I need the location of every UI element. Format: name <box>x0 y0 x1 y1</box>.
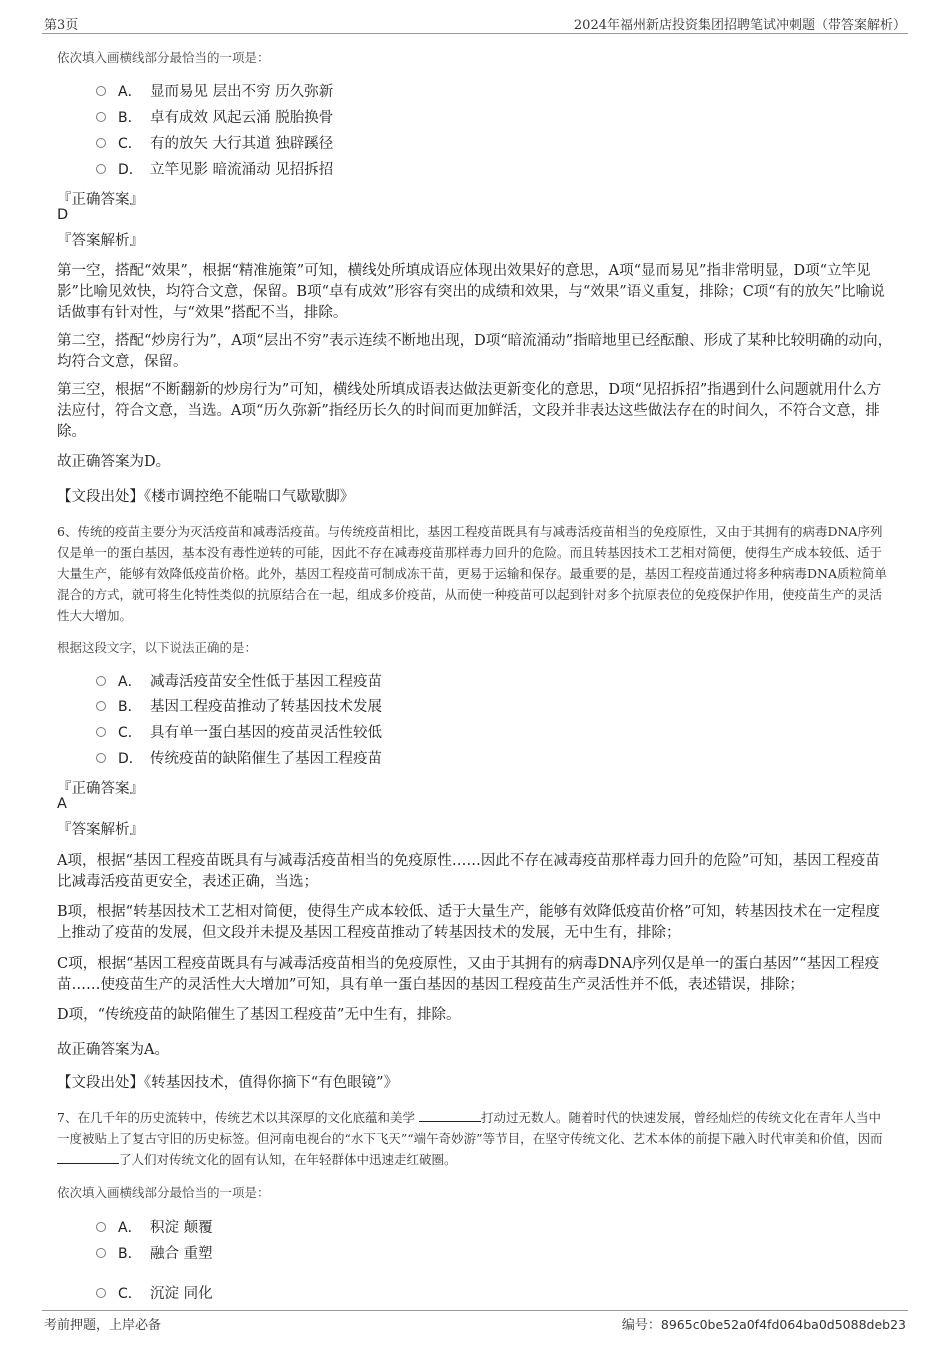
q7-passage: 7、在几千年的历史流转中，传统艺术以其深厚的文化底蕴和美学 打动过无数人。随着时代的快速发展，曾经灿烂的传统文化在青年人当中一度被贴上了复古守旧的历史标签。但河南电视台的“水下飞天”“端午奇妙游”等节目，在坚守传统文化、艺术本体的前提下融入时代审美和价值，因而 了人们对传统文化的固有认知，在年轻群体中迅速走红破圈。 <box>57 1110 883 1167</box>
q6-analysis-b: B项，根据“转基因技术工艺相对简便，使得生产成本较低、适于大量生产，能够有效降低疫苗价格”可知，转基因技术在一定程度上推动了疫苗的发展，但文段并未提及基因工程疫苗推动了转基因技术的发展，无中生有，排除； <box>57 904 880 941</box>
q5-answer-label: 『正确答案』 <box>57 192 144 208</box>
q6-analysis-conclusion: 故正确答案为A。 <box>57 1042 169 1058</box>
q6-option-b[interactable]: B． 基因工程疫苗推动了转基因技术发展 <box>96 697 382 717</box>
q5-prompt: 依次填入画横线部分最恰当的一项是： <box>57 50 270 65</box>
q6-analysis-d: D项，“传统疫苗的缺陷催生了基因工程疫苗”无中生有，排除。 <box>57 1007 461 1023</box>
radio-icon[interactable] <box>96 1222 106 1232</box>
q6-analysis-a: A项，根据“基因工程疫苗既具有与减毒活疫苗相当的免疫原性……因此不存在减毒疫苗那样毒力回升的危险”可知，基因工程疫苗比减毒活疫苗更安全，表述正确，当选； <box>57 853 880 890</box>
q7-option-c[interactable]: C． 沉淀 同化 <box>96 1284 213 1304</box>
radio-icon[interactable] <box>96 1248 106 1258</box>
radio-icon[interactable] <box>96 138 106 148</box>
q5-source: 【文段出处】《楼市调控绝不能喘口气歇歇脚》 <box>57 489 355 505</box>
radio-icon[interactable] <box>96 112 106 122</box>
fill-blank-1 <box>419 1109 481 1122</box>
q5-analysis-label: 『答案解析』 <box>57 233 144 249</box>
q6-answer: A <box>57 796 67 812</box>
q6-source: 【文段出处】《转基因技术，值得你摘下“有色眼镜”》 <box>57 1075 399 1091</box>
radio-icon[interactable] <box>96 86 106 96</box>
q7-prompt: 依次填入画横线部分最恰当的一项是： <box>57 1185 270 1200</box>
q6-prompt: 根据这段文字，以下说法正确的是： <box>57 640 258 655</box>
footer-slogan: 考前押题，上岸必备 <box>44 1318 162 1333</box>
q6-analysis-c: C项，根据“基因工程疫苗既具有与减毒活疫苗相当的免疫原性，又由于其拥有的病毒DNA序列仅是单一的蛋白基因”“基因工程疫苗……使疫苗生产的灵活性大大增加”可知，具有单一蛋白基因的基因工程疫苗生产灵活性并不低，表述错误，排除； <box>57 956 880 993</box>
footer-rule <box>42 1310 908 1311</box>
q5-analysis-3: 第三空，根据“不断翻新的炒房行为”可知，横线处所填成语表达做法更新变化的意思，D项“见招拆招”指遇到什么问题就用什么方法应付，符合文意，当选。A项“历久弥新”指经历长久的时间而更加鲜活，文段并非表达这些做法存在的时间久，不符合文意，排除。 <box>57 382 882 440</box>
footer-code: 编号：8965c0be52a0f4fd064ba0d5088deb23 <box>621 1317 906 1333</box>
radio-icon[interactable] <box>96 164 106 174</box>
q6-analysis-label: 『答案解析』 <box>57 822 144 838</box>
q5-option-d[interactable]: D． 立竿见影 暗流涌动 见招拆招 <box>96 160 333 180</box>
radio-icon[interactable] <box>96 676 106 686</box>
q6-answer-label: 『正确答案』 <box>57 781 144 797</box>
q5-option-a[interactable]: A． 显而易见 层出不穷 历久弥新 <box>96 82 333 102</box>
q7-option-a[interactable]: A． 积淀 颠覆 <box>96 1218 213 1238</box>
page-number: 第3页 <box>44 18 79 33</box>
q5-option-c[interactable]: C． 有的放矢 大行其道 独辟蹊径 <box>96 134 333 154</box>
q6-option-c[interactable]: C． 具有单一蛋白基因的疫苗灵活性较低 <box>96 723 382 743</box>
radio-icon[interactable] <box>96 1288 106 1298</box>
q5-option-b[interactable]: B． 卓有成效 风起云涌 脱胎换骨 <box>96 108 333 128</box>
fill-blank-2 <box>57 1151 119 1164</box>
q5-analysis-1: 第一空，搭配“效果”，根据“精准施策”可知，横线处所填成语应体现出效果好的意思，A项“显而易见”指非常明显，D项“立竿见影”比喻见效快，均符合文意，保留。B项“卓有成效”形容有突出的成绩和效果，与“效果”语义重复，排除；C项“有的放矢”比喻说话做事有针对性，与“效果”搭配不当，排除。 <box>57 263 885 321</box>
q5-analysis-conclusion: 故正确答案为D。 <box>57 454 171 470</box>
q5-answer: D <box>57 207 69 223</box>
radio-icon[interactable] <box>96 701 106 711</box>
radio-icon[interactable] <box>96 753 106 763</box>
q6-passage: 6、传统的疫苗主要分为灭活疫苗和减毒活疫苗。与传统疫苗相比，基因工程疫苗既具有与减毒活疫苗相当的免疫原性，又由于其拥有的病毒DNA序列仅是单一的蛋白基因，基本没有毒性逆转的可能，因此不存在减毒疫苗那样毒力回升的危险。而且转基因技术工艺相对简便，使得生产成本较低、适于大量生产，能够有效降低疫苗价格。此外，基因工程疫苗可制成冻干苗，更易于运输和保存。最重要的是，基因工程疫苗通过将多种病毒DNA质粒简单混合的方式，就可将生化特性类似的抗原结合在一起，组成多价疫苗，从而使一种疫苗可以起到针对多个抗原表位的免疫保护作用，使疫苗生产的灵活性大大增加。 <box>57 524 887 623</box>
q6-option-d[interactable]: D． 传统疫苗的缺陷催生了基因工程疫苗 <box>96 749 382 769</box>
radio-icon[interactable] <box>96 727 106 737</box>
q7-option-b[interactable]: B． 融合 重塑 <box>96 1244 213 1264</box>
q6-option-a[interactable]: A． 减毒活疫苗安全性低于基因工程疫苗 <box>96 672 382 692</box>
q5-analysis-2: 第二空，搭配“炒房行为”，A项“层出不穷”表示连续不断地出现，D项“暗流涌动”指暗地里已经酝酿、形成了某种比较明确的动向，均符合文意，保留。 <box>57 333 893 370</box>
header-rule <box>42 33 908 34</box>
document-title: 2024年福州新店投资集团招聘笔试冲刺题（带答案解析） <box>573 18 906 33</box>
